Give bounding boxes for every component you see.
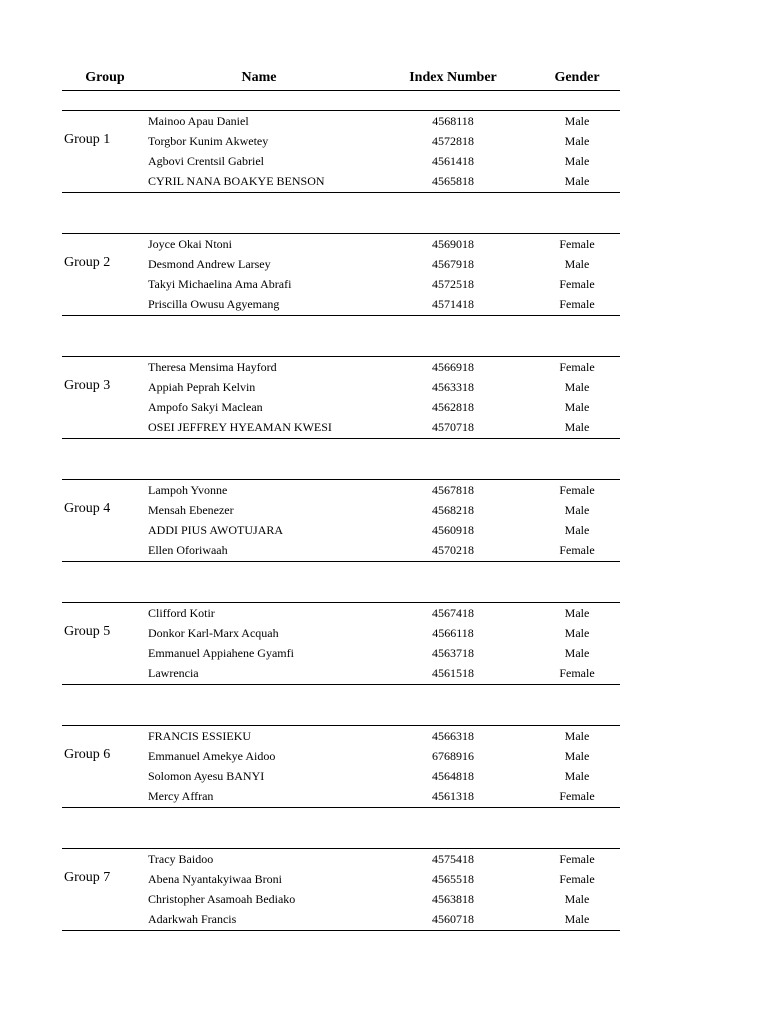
member-gender: Male [564,729,590,743]
member-gender: Male [564,114,590,128]
member-index: 4562818 [432,400,474,414]
member-index: 4564818 [432,769,474,783]
member-index: 4572818 [432,134,474,148]
group-block [62,479,620,562]
table-row [62,746,620,766]
member-index: 4565818 [432,174,474,188]
member-name: Christopher Asamoah Bediako [148,892,296,906]
member-index: 4569018 [432,237,474,251]
member-gender: Male [564,626,590,640]
member-index: 4565518 [432,872,474,886]
table-row [62,766,620,786]
member-name: Lawrencia [148,666,199,680]
group-block [62,356,620,439]
table-row [62,786,620,806]
member-name: Joyce Okai Ntoni [148,237,232,251]
member-gender: Male [564,134,590,148]
group-block [62,848,620,931]
member-name: Adarkwah Francis [148,912,237,926]
member-name: Mercy Affran [148,789,214,803]
member-gender: Male [564,154,590,168]
member-index: 4563318 [432,380,474,394]
table-row [62,909,620,929]
member-index: 4566118 [432,626,474,640]
table-row [62,377,620,397]
group-block [62,602,620,685]
group-label: Group 5 [64,624,111,639]
member-gender: Female [559,277,595,291]
member-gender: Male [564,420,590,434]
member-gender: Female [559,360,595,374]
member-name: Mensah Ebenezer [148,503,234,517]
member-index: 4570718 [432,420,474,434]
member-name: Solomon Ayesu BANYI [148,769,265,783]
table-row [62,234,620,254]
member-gender: Male [564,749,590,763]
member-gender: Female [559,297,595,311]
member-name: Theresa Mensima Hayford [148,360,277,374]
table-row [62,254,620,274]
member-name: Ellen Oforiwaah [148,543,228,557]
member-index: 4567818 [432,483,474,497]
member-gender: Male [564,912,590,926]
member-name: Emmanuel Amekye Aidoo [148,749,276,763]
table-row [62,849,620,869]
table-row [62,643,620,663]
group-label: Group 7 [64,870,111,885]
group-block [62,725,620,808]
member-name: Donkor Karl-Marx Acquah [148,626,279,640]
member-index: 6768916 [432,749,474,763]
table-row [62,111,620,131]
group-block [62,110,620,193]
groups-table [62,110,620,971]
member-index: 4571418 [432,297,474,311]
member-index: 4566318 [432,729,474,743]
member-index: 4567418 [432,606,474,620]
member-index: 4567918 [432,257,474,271]
member-gender: Female [559,852,595,866]
table-row [62,623,620,643]
member-name: Clifford Kotir [148,606,215,620]
group-label: Group 4 [64,501,111,516]
member-gender: Female [559,789,595,803]
member-index: 4563818 [432,892,474,906]
member-name: Abena Nyantakyiwaa Broni [148,872,282,886]
group-block [62,233,620,316]
table-row [62,603,620,623]
table-row [62,726,620,746]
member-name: Agbovi Crentsil Gabriel [148,154,264,168]
table-row [62,417,620,437]
member-gender: Male [564,769,590,783]
member-name: Lampoh Yvonne [148,483,228,497]
member-index: 4566918 [432,360,474,374]
table-row [62,540,620,560]
member-index: 4572518 [432,277,474,291]
member-gender: Male [564,606,590,620]
member-name: FRANCIS ESSIEKU [148,729,252,743]
table-row [62,480,620,500]
member-name: Takyi Michaelina Ama Abrafi [148,277,292,291]
table-row [62,520,620,540]
member-gender: Male [564,380,590,394]
member-gender: Female [559,543,595,557]
header-name: Name [241,70,277,85]
member-gender: Male [564,174,590,188]
member-name: ADDI PIUS AWOTUJARA [148,523,284,537]
member-name: Ampofo Sakyi Maclean [148,400,263,414]
member-name: Appiah Peprah Kelvin [148,380,256,394]
member-index: 4563718 [432,646,474,660]
member-index: 4561418 [432,154,474,168]
member-name: Desmond Andrew Larsey [148,257,271,271]
table-row [62,151,620,171]
member-name: CYRIL NANA BOAKYE BENSON [148,174,325,188]
table-row [62,397,620,417]
member-index: 4561518 [432,666,474,680]
table-row [62,357,620,377]
table-row [62,869,620,889]
table-header [62,70,620,91]
header-index-number: Index Number [409,70,497,85]
member-index: 4575418 [432,852,474,866]
member-gender: Female [559,237,595,251]
table-row [62,663,620,683]
member-name: OSEI JEFFREY HYEAMAN KWESI [148,420,332,434]
member-index: 4570218 [432,543,474,557]
header-gender: Gender [554,70,600,85]
group-label: Group 6 [64,747,111,762]
member-index: 4560918 [432,523,474,537]
member-index: 4568118 [432,114,474,128]
member-gender: Male [564,400,590,414]
member-name: Emmanuel Appiahene Gyamfi [148,646,294,660]
member-gender: Male [564,892,590,906]
member-name: Torgbor Kunim Akwetey [148,134,269,148]
group-label: Group 3 [64,378,111,393]
member-gender: Male [564,646,590,660]
table-row [62,500,620,520]
member-gender: Female [559,666,595,680]
member-index: 4560718 [432,912,474,926]
member-gender: Male [564,503,590,517]
member-index: 4561318 [432,789,474,803]
header-group: Group [85,70,125,85]
table-row [62,274,620,294]
member-gender: Female [559,872,595,886]
group-label: Group 2 [64,255,111,270]
group-label: Group 1 [64,132,111,147]
table-row [62,131,620,151]
table-row [62,171,620,191]
member-index: 4568218 [432,503,474,517]
member-gender: Female [559,483,595,497]
member-name: Mainoo Apau Daniel [148,114,249,128]
table-row [62,294,620,314]
member-gender: Male [564,523,590,537]
member-name: Priscilla Owusu Agyemang [148,297,280,311]
member-gender: Male [564,257,590,271]
table-row [62,889,620,909]
member-name: Tracy Baidoo [148,852,214,866]
